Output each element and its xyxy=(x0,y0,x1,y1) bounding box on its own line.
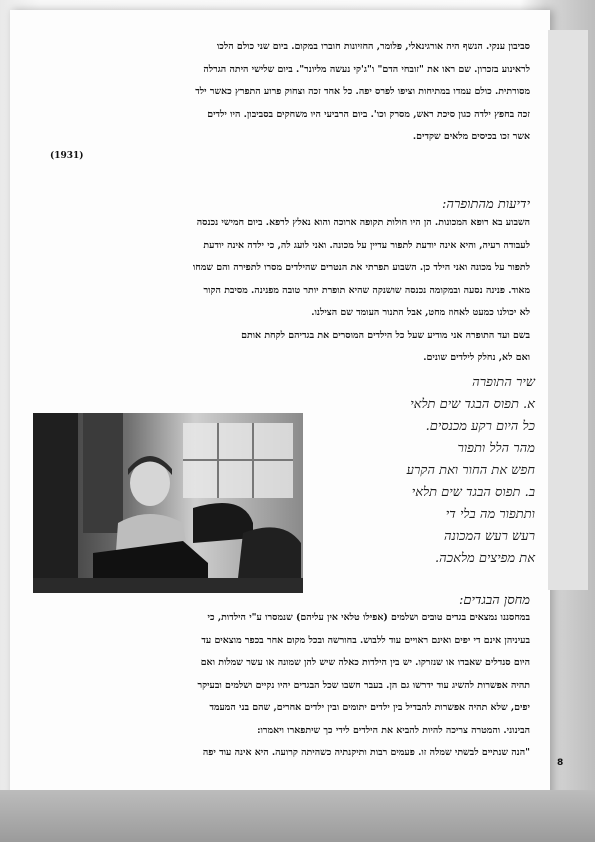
text-line: מסורתית. כולם עמדו במתיחות וציפו לפרס יפה. כל אחד זכה וצחוק פרוע התפרץ כאשר ילד xyxy=(195,86,530,97)
text-line: מאוד. פנינה נסעה ובמקומה נכנסה שושנקה שהיא תופרת יותר טובה מפנינה. מסיבת הקור xyxy=(203,284,530,296)
scanner-bottom-edge xyxy=(0,790,595,842)
song-block xyxy=(330,372,535,570)
song-line: ותתפור מה בלי די xyxy=(445,507,535,522)
year-note: (1931) xyxy=(50,151,84,161)
paragraph-clothes-store xyxy=(40,607,530,765)
paragraph-sewing xyxy=(40,212,530,370)
paragraph-festival xyxy=(40,36,530,149)
text-line: לעבודה רעיה, והיא אינה יודעת לתפור עדיין על מכונה. ואני לועג לה, כי ילדה אינה יודעת xyxy=(203,239,530,251)
song-line: כל היום רקע מכנסים. xyxy=(425,419,535,434)
photo-girl-sewing xyxy=(33,413,303,593)
text-line: לתפור על מכונה ואני הילד כן. השבוע תפרתי את הנטרים שהילדים מסרו לתפירה והם שמחו xyxy=(192,262,530,273)
text-line: "הנה שנתיים לבשתי שמלה זו. פעמים רבות ותיקנתיה כשהיתה קרועה. היא אינה עוד יפה xyxy=(202,747,530,758)
text-line: במחסננו נמצאים בגדים טובים ושלמים (אפילו טלאי אין עליהם) שנמסרו ע"י הילדות, כי xyxy=(207,612,530,623)
photo-image xyxy=(33,413,303,593)
section-heading-clothes-store: מחסן הבגדים: xyxy=(458,593,530,608)
text-line: זכה בחפץ ילדה כגון סיכת ראש, מסרק וכו'. ביום הרביעי היו משחקים בסביבון. היו ילדים xyxy=(207,108,530,120)
song-line: א. תפוס הבגד שים תלאי xyxy=(410,397,535,412)
song-title: שיר התופרה xyxy=(472,375,535,390)
song-line: מהר הלל ותפור xyxy=(457,441,535,456)
next-page-edge xyxy=(548,30,588,590)
page-number: 8 xyxy=(557,758,564,768)
text-line: היום סנדלים שאבדו או שנזרקו. יש בין הילדות כאלה שיש להן שמונה או עשר שמלות ואם xyxy=(200,657,530,668)
section-heading-sewing: ידיעות מהתופרה: xyxy=(441,197,530,212)
bleed-through-text xyxy=(490,170,545,183)
text-line: סביבון ענקי. הנשף היה אורגינאלי, פלומר, החזיונות חוברו במקום. ביום שני כולם הלכו xyxy=(216,41,530,52)
text-line: אשר זכו בכיסים מלאים שקדים. xyxy=(412,131,530,142)
text-line: השבוע בא רופא המכונות. הן היו חולות תקופה ארוכה והוא נאלץ לרפא. ביום חמישי נכנסה xyxy=(196,217,530,228)
song-line: חפש את החור ואת הקרע xyxy=(406,463,535,478)
song-line: ב. תפוס הבגד שים תלאי xyxy=(411,485,535,500)
text-line: בשם ועד התופרה אני מודיע שעל כל הילדים המוסרים את בגדיהם לקחת אותם xyxy=(241,329,530,341)
text-line: לראינוע בזכרון. שם ראו את "זובחי הדם" ו"ג'קי נעשה מליונר". ביום שלישי היתה הגרלה xyxy=(203,63,530,75)
text-line: יפים, שלא תהיה אפשרות להבדיל בין ילדים יתומים ובין ילדים אחרים, שהם בני המעמד xyxy=(209,702,530,713)
text-line: תהיה אפשרות להשיג עוד ידרשו גם הן. בעבר חשבו שכל הבגדים יהיו נקיים ושלמים ובעיקר xyxy=(197,679,530,691)
text-line: בעיניהן אינם די יפים ואינם ראויים עוד ללבוש. בחורשה ובכל מקום אחר בכפר מוצאים עד xyxy=(201,634,530,646)
text-line: ואם לא, נחלק לילדים שונים. xyxy=(423,352,530,363)
song-line: את מפיצים מלאכה. xyxy=(435,551,535,566)
song-line: רעש רעש המכונה xyxy=(443,529,535,544)
text-line: הבינוני. והמטרה צריכה להיות להביא את הילדים לידי כך שיתפארו ויאמרו: xyxy=(257,724,530,736)
text-line: לא יכולנו כמעט לאחוז מחט, אבל התנור העומד שם הצילנו. xyxy=(311,307,530,318)
